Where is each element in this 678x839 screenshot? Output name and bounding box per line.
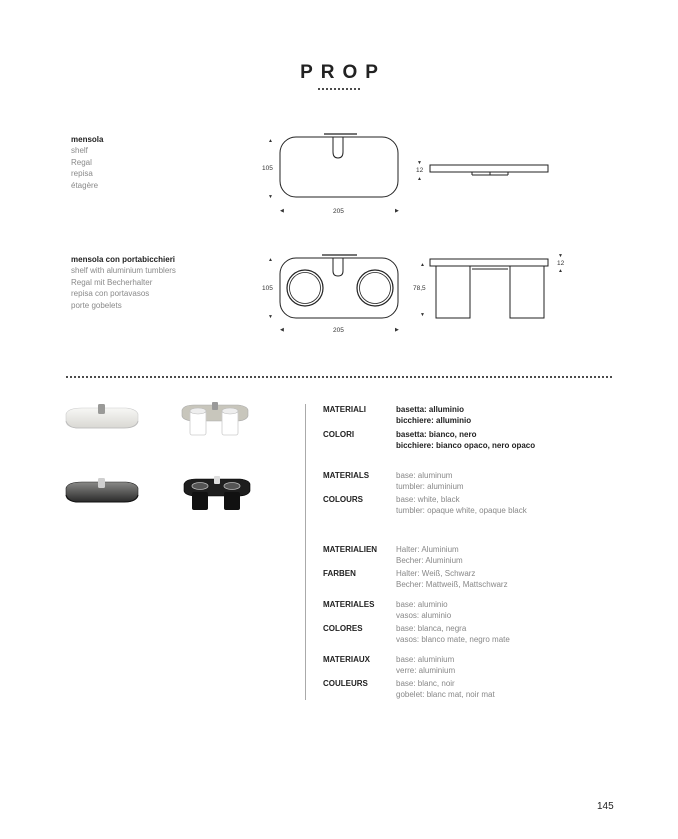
arrow-up-icon: ▲ bbox=[420, 262, 425, 268]
width-dimension: 205 bbox=[333, 208, 344, 215]
variant-name-de: Regal bbox=[71, 157, 92, 167]
spec-line: bicchiere: alluminio bbox=[396, 415, 472, 425]
arrow-left-icon: ◀ bbox=[280, 327, 284, 333]
variant-name-es: repisa bbox=[71, 169, 93, 179]
spec-values bbox=[396, 471, 464, 493]
spec-line: tumbler: aluminium bbox=[396, 481, 464, 491]
spec-values bbox=[396, 600, 451, 622]
variant-name-fr: porte gobelets bbox=[71, 300, 122, 310]
product-photo-white-shelf bbox=[62, 400, 142, 434]
spec-line: base: aluminium bbox=[396, 655, 455, 664]
arrow-up-icon: ▲ bbox=[558, 268, 563, 274]
spec-line: bicchiere: bianco opaco, nero opaco bbox=[396, 440, 536, 450]
height-dimension: 105 bbox=[262, 285, 273, 292]
variant-shelf-tumblers-labels bbox=[71, 254, 176, 311]
spec-label: MATERIALI bbox=[323, 405, 366, 414]
shelf-side-view-drawing bbox=[428, 160, 552, 182]
spec-line: vasos: aluminio bbox=[396, 610, 452, 620]
variant-name-de: Regal mit Becherhalter bbox=[71, 277, 153, 287]
variant-name: mensola con portabicchieri bbox=[71, 255, 176, 264]
variant-name-fr: étagère bbox=[71, 180, 99, 190]
shelf-tumblers-top-view-drawing bbox=[262, 248, 412, 338]
page-title: PROP bbox=[300, 62, 386, 83]
spec-values bbox=[396, 569, 508, 591]
spec-values bbox=[396, 624, 510, 646]
spec-line: base: blanca, negra bbox=[396, 624, 467, 633]
variant-name-es: repisa con portavasos bbox=[71, 289, 150, 299]
side-top-dimension: 12 bbox=[557, 260, 565, 267]
arrow-down-icon: ▼ bbox=[558, 253, 563, 259]
spec-label: MATERIALES bbox=[323, 600, 375, 609]
shelf-top-view-drawing bbox=[262, 126, 412, 218]
spec-values bbox=[396, 405, 471, 427]
spec-line: Becher: Mattweiß, Mattschwarz bbox=[396, 579, 508, 589]
spec-line: base: aluminio bbox=[396, 600, 448, 609]
spec-values bbox=[396, 655, 455, 677]
variant-name-en: shelf with aluminium tumblers bbox=[71, 266, 176, 276]
title-underline-dots bbox=[317, 88, 361, 90]
spec-line: tumbler: opaque white, opaque black bbox=[396, 505, 527, 515]
spec-label: MATERIALIEN bbox=[323, 545, 378, 554]
spec-line: verre: aluminium bbox=[396, 665, 456, 675]
spec-label: COLOURS bbox=[323, 495, 363, 504]
spec-values bbox=[396, 495, 527, 517]
spec-line: vasos: blanco mate, negro mate bbox=[396, 634, 510, 644]
arrow-right-icon: ▶ bbox=[395, 208, 399, 214]
product-photo-black-shelf-tumblers bbox=[180, 474, 254, 512]
spec-line: basetta: alluminio bbox=[396, 405, 465, 414]
spec-line: Becher: Aluminium bbox=[396, 555, 463, 565]
spec-label: MATERIAUX bbox=[323, 655, 370, 664]
arrow-up-icon: ▲ bbox=[268, 257, 273, 263]
side-height-dimension: 78,5 bbox=[413, 285, 426, 292]
spec-label: COLORES bbox=[323, 624, 363, 633]
page-number: 145 bbox=[597, 801, 614, 812]
side-height-dimension: 12 bbox=[416, 167, 424, 174]
spec-values bbox=[396, 679, 495, 701]
product-photo-black-shelf bbox=[62, 474, 142, 508]
specs-divider-line bbox=[305, 404, 306, 700]
variant-name: mensola bbox=[71, 135, 104, 144]
height-dimension: 105 bbox=[262, 165, 273, 172]
variant-name-en: shelf bbox=[71, 146, 88, 156]
product-photo-white-shelf-tumblers bbox=[178, 398, 252, 438]
section-divider-dots bbox=[65, 376, 613, 378]
spec-line: Halter: Aluminium bbox=[396, 545, 459, 554]
arrow-down-icon: ▼ bbox=[268, 194, 273, 200]
spec-line: basetta: bianco, nero bbox=[396, 430, 477, 439]
spec-line: base: aluminum bbox=[396, 471, 453, 480]
arrow-up-icon: ▲ bbox=[417, 176, 422, 182]
spec-line: base: white, black bbox=[396, 495, 460, 504]
arrow-left-icon: ◀ bbox=[280, 208, 284, 214]
arrow-right-icon: ▶ bbox=[395, 327, 399, 333]
arrow-up-icon: ▲ bbox=[268, 138, 273, 144]
arrow-down-icon: ▼ bbox=[420, 312, 425, 318]
spec-line: Halter: Weiß, Schwarz bbox=[396, 569, 476, 578]
spec-label: MATERIALS bbox=[323, 471, 370, 480]
arrow-down-icon: ▼ bbox=[268, 314, 273, 320]
spec-line: base: blanc, noir bbox=[396, 679, 455, 688]
spec-label: FARBEN bbox=[323, 569, 356, 578]
spec-line: gobelet: blanc mat, noir mat bbox=[396, 689, 495, 699]
shelf-tumblers-side-view-drawing bbox=[428, 255, 552, 321]
width-dimension: 205 bbox=[333, 327, 344, 334]
spec-values bbox=[396, 430, 535, 452]
spec-label: COULEURS bbox=[323, 679, 368, 688]
arrow-down-icon: ▼ bbox=[417, 160, 422, 166]
spec-label: COLORI bbox=[323, 430, 355, 439]
variant-shelf-labels bbox=[71, 134, 103, 191]
spec-values bbox=[396, 545, 463, 567]
